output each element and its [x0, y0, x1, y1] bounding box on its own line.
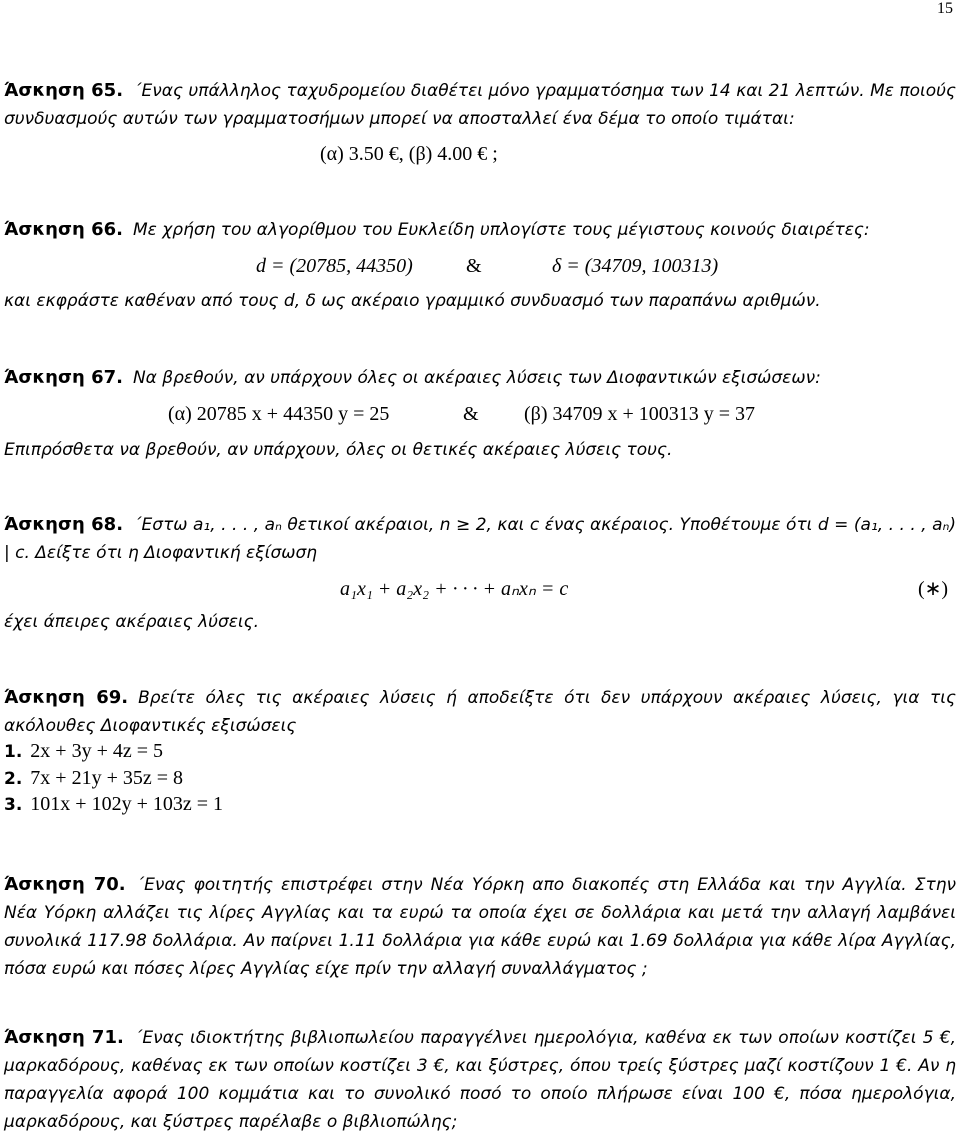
- exercise-69-item: [4, 793, 223, 816]
- exercise-69-item-number: 2.: [4, 769, 23, 789]
- exercise-66-equation-delta: δ = (34709, 100313): [552, 255, 719, 277]
- exercise-67-equation-b: (β) 34709 x + 100313 y = 37: [524, 403, 756, 425]
- exercise-69-item-equation: 7x + 21y + 35z = 8: [30, 767, 184, 789]
- exercise-66-text: Με χρήση του αλγορίθμου του Ευκλείδη υπλογίστε τους μέγιστους κοινούς διαιρέτες:: [132, 220, 870, 240]
- exercise-69-item-number: 1.: [4, 742, 23, 762]
- exercise-66-heading: Άσκηση 66.: [4, 219, 123, 240]
- exercise-68-text: ΄Εστω a₁, . . . , aₙ θετικοί ακέραιοι, n ≥ 2, και c ένας ακέραιος. Υποθέτουμε ότι d = (a₁, . . . , aₙ) | c. Δείξτε ότι η Διοφαντική εξίσωση: [4, 515, 956, 563]
- exercise-66: [4, 216, 956, 244]
- exercise-67-text: Να βρεθούν, αν υπάρχουν όλες οι ακέραιες λύσεις των Διοφαντικών εξισώσεων:: [132, 368, 821, 388]
- exercise-65-equation: (α) 3.50 €, (β) 4.00 € ;: [320, 143, 498, 165]
- exercise-66-equation-d: d = (20785, 44350): [256, 255, 413, 277]
- exercise-69: [4, 684, 956, 740]
- exercise-70-heading: Άσκηση 70.: [4, 874, 126, 895]
- exercise-67-heading: Άσκηση 67.: [4, 367, 123, 388]
- exercise-68-equation-tag: (∗): [918, 578, 949, 600]
- exercise-65-text: ΄Ενας υπάλληλος ταχυδρομείου διαθέτει μόνο γραμματόσημα των 14 και 21 λεπτών. Με ποιούς συνδυασμούς αυτών των γραμματοσήμων μπορεί να αποσταλλεί ένα δέμα το οποίο τιμάται:: [4, 81, 956, 129]
- exercise-65-heading: Άσκηση 65.: [4, 80, 124, 101]
- exercise-70: [4, 871, 956, 983]
- exercise-69-item-equation: 101x + 102y + 103z = 1: [30, 793, 224, 815]
- exercise-69-heading: Άσκηση 69.: [4, 687, 129, 708]
- exercise-69-item: [4, 740, 163, 763]
- exercise-71-heading: Άσκηση 71.: [4, 1027, 124, 1048]
- exercise-69-text: Βρείτε όλες τις ακέραιες λύσεις ή αποδείξτε ότι δεν υπάρχουν ακέραιες λύσεις, για τις ακόλουθες Διοφαντικές εξισώσεις: [4, 688, 956, 736]
- exercise-68-continuation: [4, 608, 956, 636]
- exercise-67: [4, 364, 956, 392]
- exercise-66-text2: και εκφράστε καθέναν από τους d, δ ως ακέραιο γραμμικό συνδυασμό των παραπάνω αριθμών.: [4, 291, 821, 311]
- exercise-67-equation-a: (α) 20785 x + 44350 y = 25: [168, 403, 390, 425]
- exercise-69-item-equation: 2x + 3y + 4z = 5: [30, 740, 164, 762]
- exercise-66-equation-and: &: [466, 255, 482, 277]
- exercise-69-item: [4, 767, 183, 790]
- exercise-71: [4, 1024, 956, 1136]
- exercise-68: [4, 511, 956, 567]
- exercise-65: [4, 77, 956, 133]
- exercise-69-item-number: 3.: [4, 795, 23, 815]
- exercise-68-text2: έχει άπειρες ακέραιες λύσεις.: [4, 612, 260, 632]
- exercise-67-equation-and: &: [463, 403, 479, 425]
- exercise-68-equation: a₁x₁ + a₂x₂ + · · · + aₙxₙ = c: [340, 578, 569, 600]
- exercise-67-text2: Επιπρόσθετα να βρεθούν, αν υπάρχουν, όλες οι θετικές ακέραιες λύσεις τους.: [4, 440, 673, 460]
- page-number: 15: [937, 0, 953, 17]
- exercise-67-continuation: [4, 436, 956, 464]
- exercise-71-text: ΄Ενας ιδιοκτήτης βιβλιοπωλείου παραγγέλνει ημερολόγια, καθένα εκ των οποίων κοστίζει 5 €, μαρκαδόρους, καθένας εκ των οποίων κοστίζει 3 €, και ξύστρες, όπου τρείς ξύστρες μαζί κοστίζουν 1 €. Αν η παραγγελία αφορά 100 κομμάτια και το συνολικό ποσό το οποίο πλήρωσε είναι 100 €, πόσα ημερολόγια, μαρκαδόρους, και ξύστρες παρέλαβε ο βιβλιοπώλης;: [4, 1028, 957, 1132]
- exercise-70-text: ΄Ενας φοιτητής επιστρέφει στην Νέα Υόρκη απο διακοπές στη Ελλάδα και την Αγγλία. Στην Νέα Υόρκη αλλάζει τις λίρες Αγγλίας και τα ευρώ τα οποία έχει σε δολλάρια και μετά την αλλαγή λαμβάνει συνολικά 117.98 δολλάρια. Αν παίρνει 1.11 δολλάρια για κάθε ευρώ και 1.69 δολλάρια για κάθε λίρα Αγγλίας, πόσα ευρώ και πόσες λίρες Αγγλίας είχε πρίν την αλλαγή συναλλάγματος ;: [4, 875, 956, 979]
- exercise-66-continuation: [4, 287, 956, 315]
- exercise-68-heading: Άσκηση 68.: [4, 514, 124, 535]
